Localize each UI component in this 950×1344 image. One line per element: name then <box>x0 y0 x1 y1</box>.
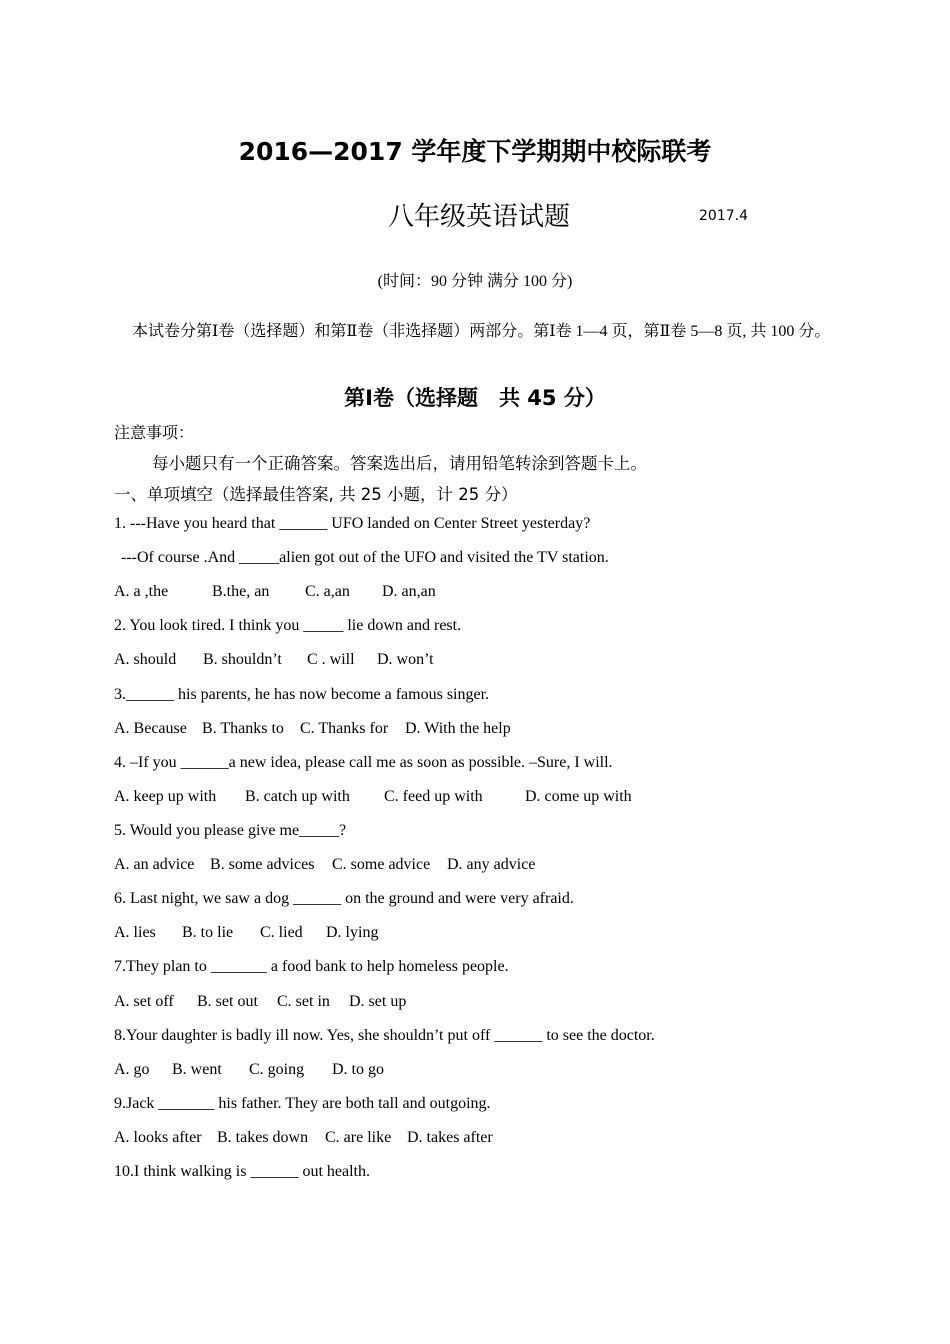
option-b: B. catch up with <box>245 788 350 805</box>
question-1-line-1: 1. ---Have you heard that ______ UFO landed on Center Street yesterday? <box>114 515 591 532</box>
option-b: B. to lie <box>182 924 234 941</box>
option-c: C. are like <box>325 1129 392 1146</box>
question-7-options <box>114 993 406 1011</box>
option-c: C. going <box>249 1061 305 1078</box>
option-c: C. lied <box>260 924 303 941</box>
option-b: B.the, an <box>212 583 270 600</box>
question-8: 8.Your daughter is badly ill now. Yes, she shouldn’t put off ______ to see the doctor. <box>114 1027 655 1044</box>
exam-date: 2017.4 <box>699 208 748 224</box>
question-3: 3.______ his parents, he has now become a famous singer. <box>114 686 490 703</box>
option-b: B. shouldn’t <box>203 651 282 668</box>
question-1-line-2: ---Of course .And _____alien got out of the UFO and visited the TV station. <box>121 549 609 566</box>
option-a: A. set off <box>114 993 174 1010</box>
option-b: B. Thanks to <box>202 720 284 737</box>
option-d: D. any advice <box>447 856 536 873</box>
section-heading: 第Ⅰ卷（选择题 共 45 分） <box>344 386 606 410</box>
question-2: 2. You look tired. I think you _____ lie down and rest. <box>114 617 462 634</box>
question-6: 6. Last night, we saw a dog ______ on the ground and were very afraid. <box>114 890 574 907</box>
question-5-options <box>114 856 535 874</box>
option-b: B. takes down <box>217 1129 309 1146</box>
option-b: B. set out <box>197 993 258 1010</box>
exam-intro: 本试卷分第Ⅰ卷（选择题）和第Ⅱ卷（非选择题）两部分。第Ⅰ卷 1—4 页，第Ⅱ卷 5—8 页, 共 100 分。 <box>132 323 831 340</box>
option-a: A. an advice <box>114 856 195 873</box>
question-3-options <box>114 720 511 738</box>
option-a: A. looks after <box>114 1129 202 1146</box>
option-a: A. Because <box>114 720 187 737</box>
exam-title: 2016—2017 学年度下学期期中校际联考 <box>238 137 712 166</box>
question-7: 7.They plan to _______ a food bank to help homeless people. <box>114 958 509 975</box>
option-d: D. With the help <box>405 720 511 737</box>
option-d: D. come up with <box>525 788 632 805</box>
option-d: D. takes after <box>407 1129 493 1146</box>
notes-title: 注意事项： <box>114 423 195 442</box>
question-5: 5. Would you please give me_____? <box>114 822 347 839</box>
question-4-options <box>114 788 632 806</box>
question-9-options <box>114 1129 493 1147</box>
option-a: A. should <box>114 651 177 668</box>
question-6-options <box>114 924 378 942</box>
option-d: D. set up <box>349 993 407 1010</box>
part-heading: 一、单项填空（选择最佳答案, 共 25 小题，计 25 分） <box>114 485 518 504</box>
option-a: A. lies <box>114 924 156 941</box>
question-1-options <box>114 583 436 601</box>
notes-body: 每小题只有一个正确答案。答案选出后，请用铅笔转涂到答题卡上。 <box>152 454 647 473</box>
option-b: B. went <box>172 1061 222 1078</box>
option-d: D. lying <box>326 924 379 941</box>
time-and-score-info: (时间：90 分钟 满分 100 分) <box>377 273 573 290</box>
option-c: C. some advice <box>332 856 431 873</box>
option-c: C. feed up with <box>384 788 483 805</box>
option-c: C. set in <box>277 993 330 1010</box>
question-10: 10.I think walking is ______ out health. <box>114 1163 370 1180</box>
option-c: C . will <box>307 651 355 668</box>
option-d: D. won’t <box>377 651 434 668</box>
option-a: A. a ,the <box>114 583 169 600</box>
option-d: D. to go <box>332 1061 384 1078</box>
option-d: D. an,an <box>382 583 436 600</box>
question-8-options <box>114 1061 384 1079</box>
question-4: 4. –If you ______a new idea, please call me as soon as possible. –Sure, I will. <box>114 754 613 771</box>
option-a: A. go <box>114 1061 150 1078</box>
option-a: A. keep up with <box>114 788 217 805</box>
option-b: B. some advices <box>210 856 315 873</box>
exam-subtitle: 八年级英语试题 <box>388 202 571 232</box>
option-c: C. Thanks for <box>300 720 389 737</box>
question-2-options <box>114 651 434 669</box>
option-c: C. a,an <box>305 583 350 600</box>
question-9: 9.Jack _______ his father. They are both tall and outgoing. <box>114 1095 491 1112</box>
